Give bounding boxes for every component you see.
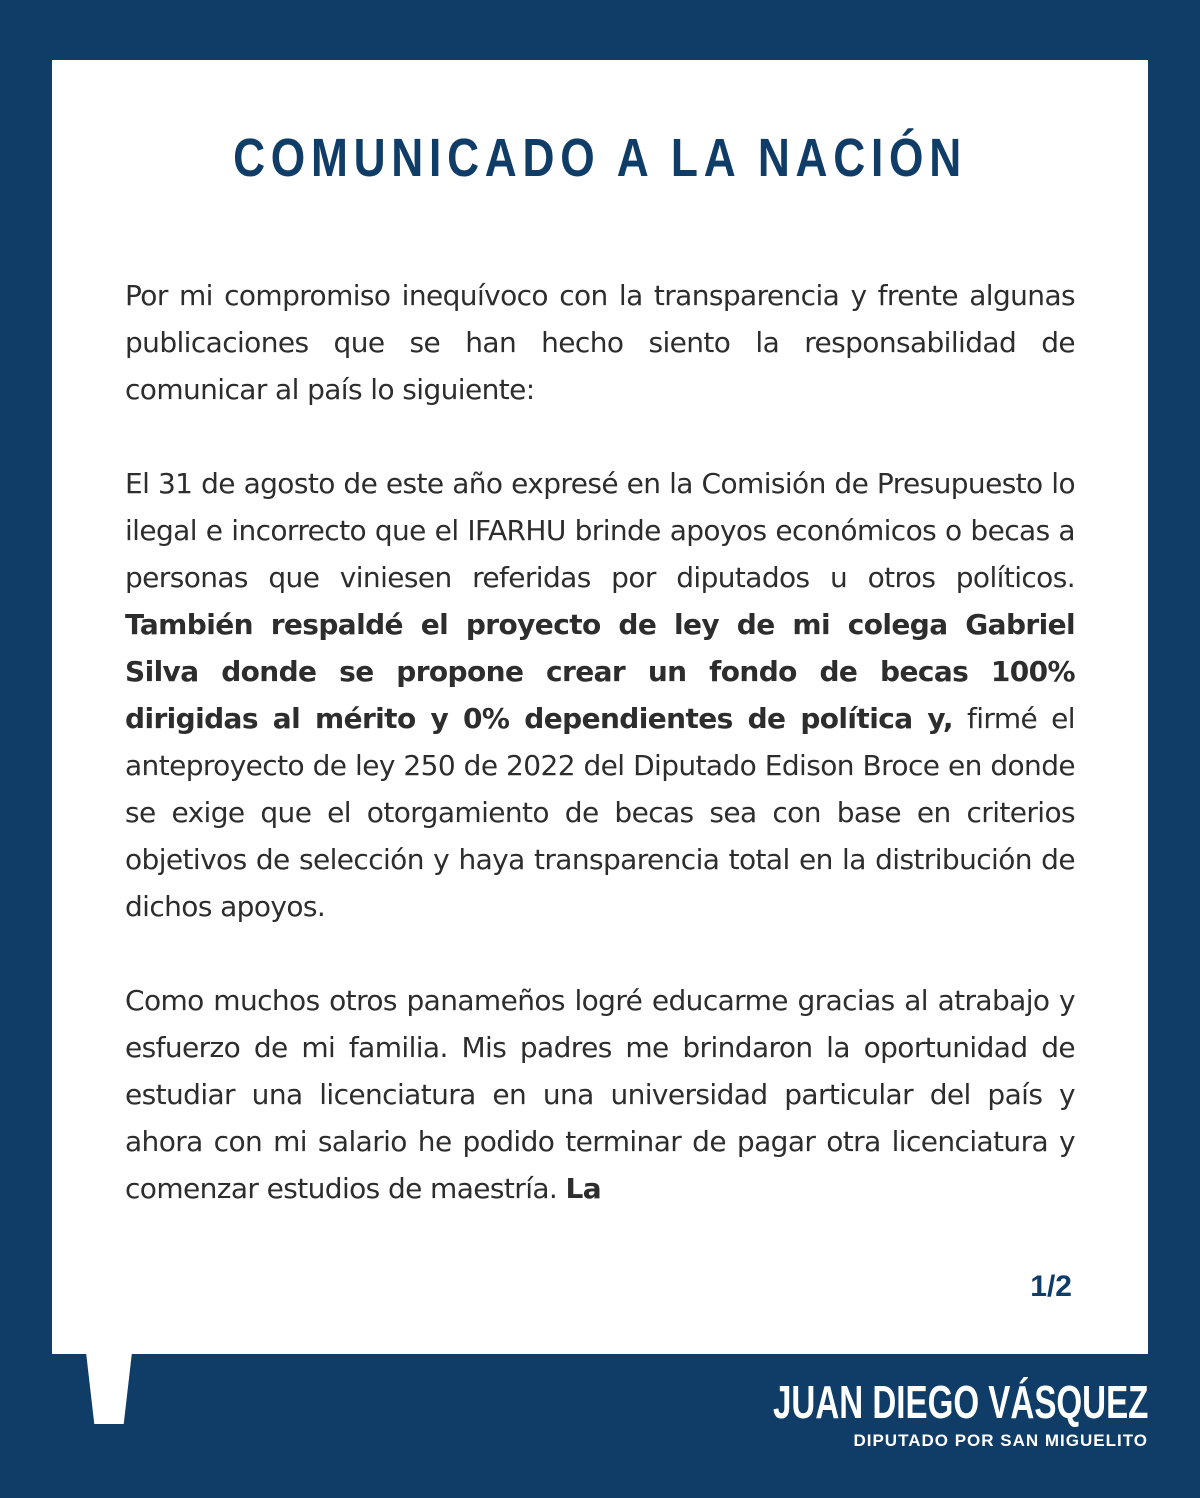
signature-block: [627, 1376, 1148, 1452]
page-indicator: 1/2: [1030, 1270, 1072, 1303]
paragraph-text: El 31 de agosto de este año expresé en la Comisión de Presupuesto lo ilegal e incorrecto que el IFARHU brinde apoyos económicos o becas a personas que viniesen referidas por diputados u otros políticos.: [125, 467, 1075, 594]
signature-role: DIPUTADO POR SAN MIGUELITO: [853, 1431, 1148, 1450]
statement-body: [125, 272, 1075, 1212]
paragraph-3: [125, 977, 1075, 1212]
paragraph-bold-text: La: [565, 1172, 602, 1205]
paragraph-2: [125, 460, 1075, 930]
paragraph-text: Por mi compromiso inequívoco con la transparencia y frente algunas publicaciones que se han hecho siento la responsabilidad de comunicar al país lo siguiente:: [125, 279, 1075, 406]
signature-name: JUAN DIEGO VÁSQUEZ: [772, 1376, 1148, 1428]
paragraph-bold-text: También respaldé el proyecto de ley de mi colega Gabriel Silva donde se propone crear un fondo de becas 100% dirigidas al mérito y 0% dependientes de política y,: [125, 608, 1075, 735]
paragraph-text: firmé el anteproyecto de ley 250 de 2022 del Diputado Edison Broce en donde se exige que el otorgamiento de becas sea con base en criterios objetivos de selección y haya transparencia total en la distribución de dichos apoyos.: [125, 702, 1075, 923]
page-title: COMUNICADO A LA NACIÓN: [233, 128, 967, 188]
speech-bubble-tail: [86, 1352, 132, 1424]
paragraph-text: Como muchos otros panameños logré educarme gracias al atrabajo y esfuerzo de mi familia. Mis padres me brindaron la oportunidad de estudiar una licenciatura en una universidad particular del país y ahora con mi salario he podido terminar de pagar otra licenciatura y comenzar estudios de maestría.: [125, 984, 1075, 1205]
paragraph-1: [125, 272, 1075, 413]
